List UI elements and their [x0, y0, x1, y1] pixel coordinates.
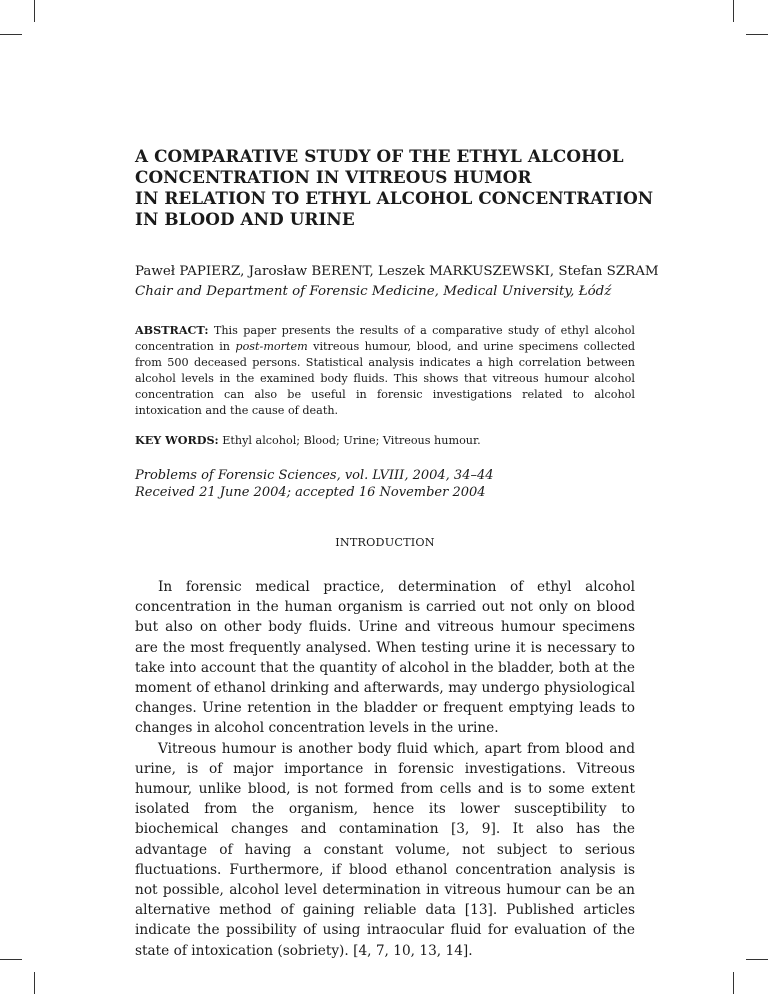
author-given-name: Paweł [135, 264, 176, 279]
crop-mark-top-right-vertical [733, 0, 734, 22]
author-given-name: Leszek [378, 264, 425, 279]
section-heading: INTRODUCTION [335, 536, 435, 549]
keywords [135, 432, 635, 449]
journal-info [135, 467, 635, 501]
crop-mark-bottom-right-vertical [733, 972, 734, 994]
journal-citation: Problems of Forensic Sciences, vol. LVIII, 2004, 34–44 [135, 468, 494, 483]
title-line: CONCENTRATION IN VITREOUS HUMOR [135, 167, 532, 187]
article-page [135, 146, 659, 961]
abstract [135, 322, 635, 419]
body-paragraph: In forensic medical practice, determination of ethyl alcohol concentration in the human organism is carried out not only on blood but also on other body fluids. Urine and vitreous humour specimens are the most frequently analysed. When testing urine it is necessary to take into account that the quantity of alcohol in the bladder, both at the moment of ethanol drinking and afterwards, may undergo physiological changes. Urine retention in the bladder or frequent emptying leads to changes in alcohol concentration levels in the urine. [135, 579, 635, 737]
keywords-label: KEY WORDS: [135, 433, 219, 447]
received-accepted: Received 21 June 2004; accepted 16 November 2004 [135, 485, 486, 500]
body-paragraph: Vitreous humour is another body fluid which, apart from blood and urine, is of major importance in forensic investigations. Vitreous humour, unlike blood, is not formed from cells and is to some extent isolated from the organism, hence its lower susceptibility to biochemical changes and contamination [3, 9]. It also has the advantage of having a constant volume, not subject to serious fluctuations. Furthermore, if blood ethanol concentration analysis is not possible, alcohol level determination in vitreous humour can be an alternative method of gaining reliable data [13]. Published articles indicate the possibility of using intraocular fluid for evaluation of the state of intoxication (sobriety). [4, 7, 10, 13, 14]. [135, 740, 635, 959]
abstract-italic: post-mortem [235, 340, 308, 353]
article-title [135, 146, 654, 230]
crop-mark-bottom-left-vertical [34, 972, 35, 994]
keywords-text: Ethyl alcohol; Blood; Urine; Vitreous humour. [218, 434, 481, 447]
author-family-name: MARKUSZEWSKI [429, 264, 550, 279]
author-family-name: PAPIERZ [179, 264, 241, 279]
crop-mark-top-right-horizontal [746, 34, 768, 35]
crop-mark-bottom-right-horizontal [746, 959, 768, 960]
abstract-text: vitreous humour, blood, and urine specimens collected from 500 deceased persons. Statistical analysis indicates a high correlation between alcohol levels in the examined body fluids. This shows that vitreous humour alcohol concentration can also be useful in forensic investigations related to alcohol intoxication and the cause of death. [135, 340, 635, 417]
author-family-name: BERENT [311, 264, 370, 279]
crop-mark-top-left-vertical [34, 0, 35, 22]
abstract-text: This paper presents the results of a comparative study of ethyl alcohol concentration in [135, 324, 635, 353]
title-line: A COMPARATIVE STUDY OF THE ETHYL ALCOHOL [135, 146, 624, 166]
affiliation: Chair and Department of Forensic Medicine, Medical University, Łódź [135, 284, 612, 299]
author-list: Paweł PAPIERZ, Jarosław BERENT, Leszek MARKUSZEWSKI, Stefan SZRAM [135, 264, 659, 279]
crop-mark-top-left-horizontal [0, 34, 22, 35]
crop-mark-bottom-left-horizontal [0, 959, 22, 960]
title-line: IN BLOOD AND URINE [135, 209, 355, 229]
abstract-label: ABSTRACT: [135, 323, 209, 337]
author-given-name: Jarosław [248, 264, 308, 279]
author-given-name: Stefan [558, 264, 603, 279]
title-line: IN RELATION TO ETHYL ALCOHOL CONCENTRATION [135, 188, 654, 208]
author-family-name: SZRAM [606, 264, 659, 279]
